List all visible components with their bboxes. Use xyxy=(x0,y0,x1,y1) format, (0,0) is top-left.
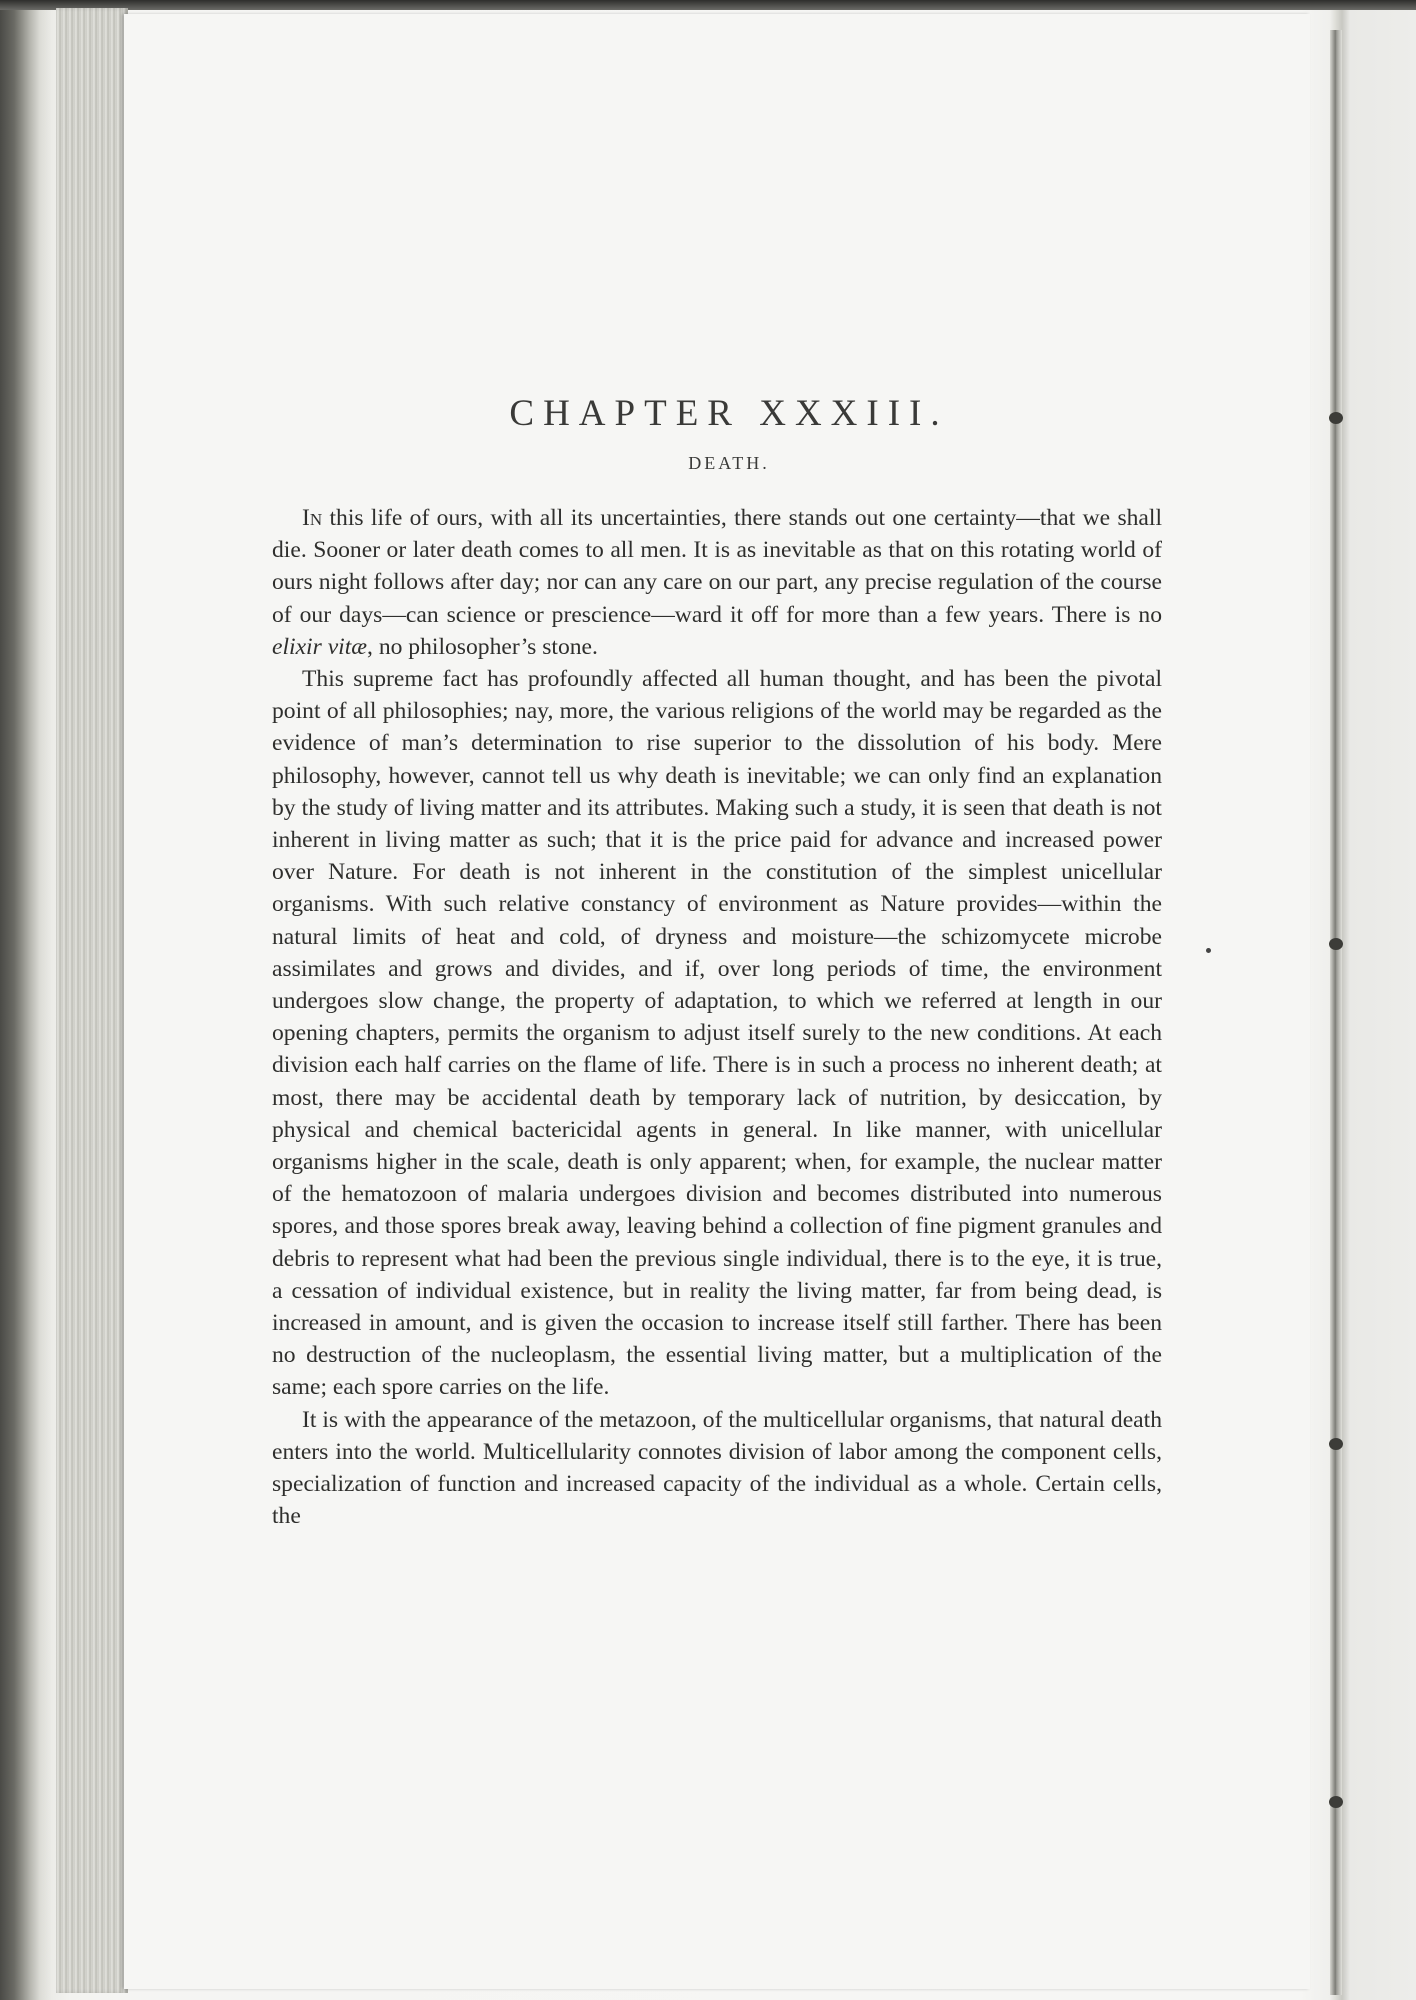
paragraph-3: It is with the appearance of the metazoon, of the multicellular organisms, that natural death enters into the world. Multicellularity connotes division of labor among the component cells, specialization of function and increased capacity of the individual as a whole. Certain cells, the xyxy=(272,1406,1162,1530)
paragraph-1 xyxy=(272,502,1162,663)
paragraph-2: This supreme fact has profoundly affected all human thought, and has been the pivotal point of all philosophies; nay, more, the various religions of the world may be regarded as the evidence of man’s determination to rise superior to the dissolution of his body. Mere philosophy, however, cannot tell us why death is inevitable; we can only find an explanation by the study of living matter and its attributes. Making such a study, it is seen that death is not inherent in living matter as such; that it is the price paid for advance and increased power over Nature. For death is not inherent in the constitution of the simplest unicellular organisms. With such relative constancy of environment as Nature provides—within the natural limits of heat and cold, of dryness and moisture—the schizomycete microbe assimilates and grows and divides, and if, over long periods of time, the environment undergoes slow change, the property of adaptation, to which we referred at length in our opening chapters, permits the organism to adjust itself surely to the new conditions. At each division each half carries on the flame of life. There is in such a process no inherent death; at most, there may be accidental death by temporary lack of nutrition, by desiccation, by physical and chemical bactericidal agents in general. In like manner, with unicellular organisms higher in the scale, death is only apparent; when, for example, the nuclear matter of the hematozoon of malaria undergoes division and becomes distributed into numerous spores, and those spores break away, leaving behind a collection of fine pigment granules and debris to represent what had been the previous single individual, there is to the eye, it is true, a cessation of individual existence, but in reality the living matter, far from being dead, is increased in amount, and is given the occasion to increase itself still farther. There has been no destruction of the nucleoplasm, the essential living matter, but a multiplication of the same; each spore carries on the life. xyxy=(272,666,1162,1401)
top-edge-shadow xyxy=(0,0,1416,10)
paragraph-lead-word: In xyxy=(302,505,323,531)
ink-speck xyxy=(1206,948,1211,953)
binding-stitch-mark xyxy=(1329,1796,1343,1808)
page-text xyxy=(272,392,1162,1533)
stacked-page-edges xyxy=(56,8,128,1993)
section-title: DEATH. xyxy=(688,453,770,473)
paragraph-tail: , no philosopher’s stone. xyxy=(367,633,598,660)
binding-stitch-mark xyxy=(1329,938,1343,950)
binding-stitch-mark xyxy=(1329,1438,1343,1450)
binding-stitch-mark xyxy=(1329,412,1343,424)
italic-phrase: elixir vitæ xyxy=(272,633,368,660)
paragraph-text: this life of ours, with all its uncertainties, there stands out one certainty—that we shall die. Sooner or later death comes to all men. It is as inevitable as that on this rotating world of ours night follows after day; nor can any care on our part, any precise regulation of the course of our days—can science or prescience—ward it off for more than a few years. There is no xyxy=(272,505,1162,628)
page-binding xyxy=(1330,30,1342,1995)
chapter-title: CHAPTER XXXIII. xyxy=(509,393,949,434)
